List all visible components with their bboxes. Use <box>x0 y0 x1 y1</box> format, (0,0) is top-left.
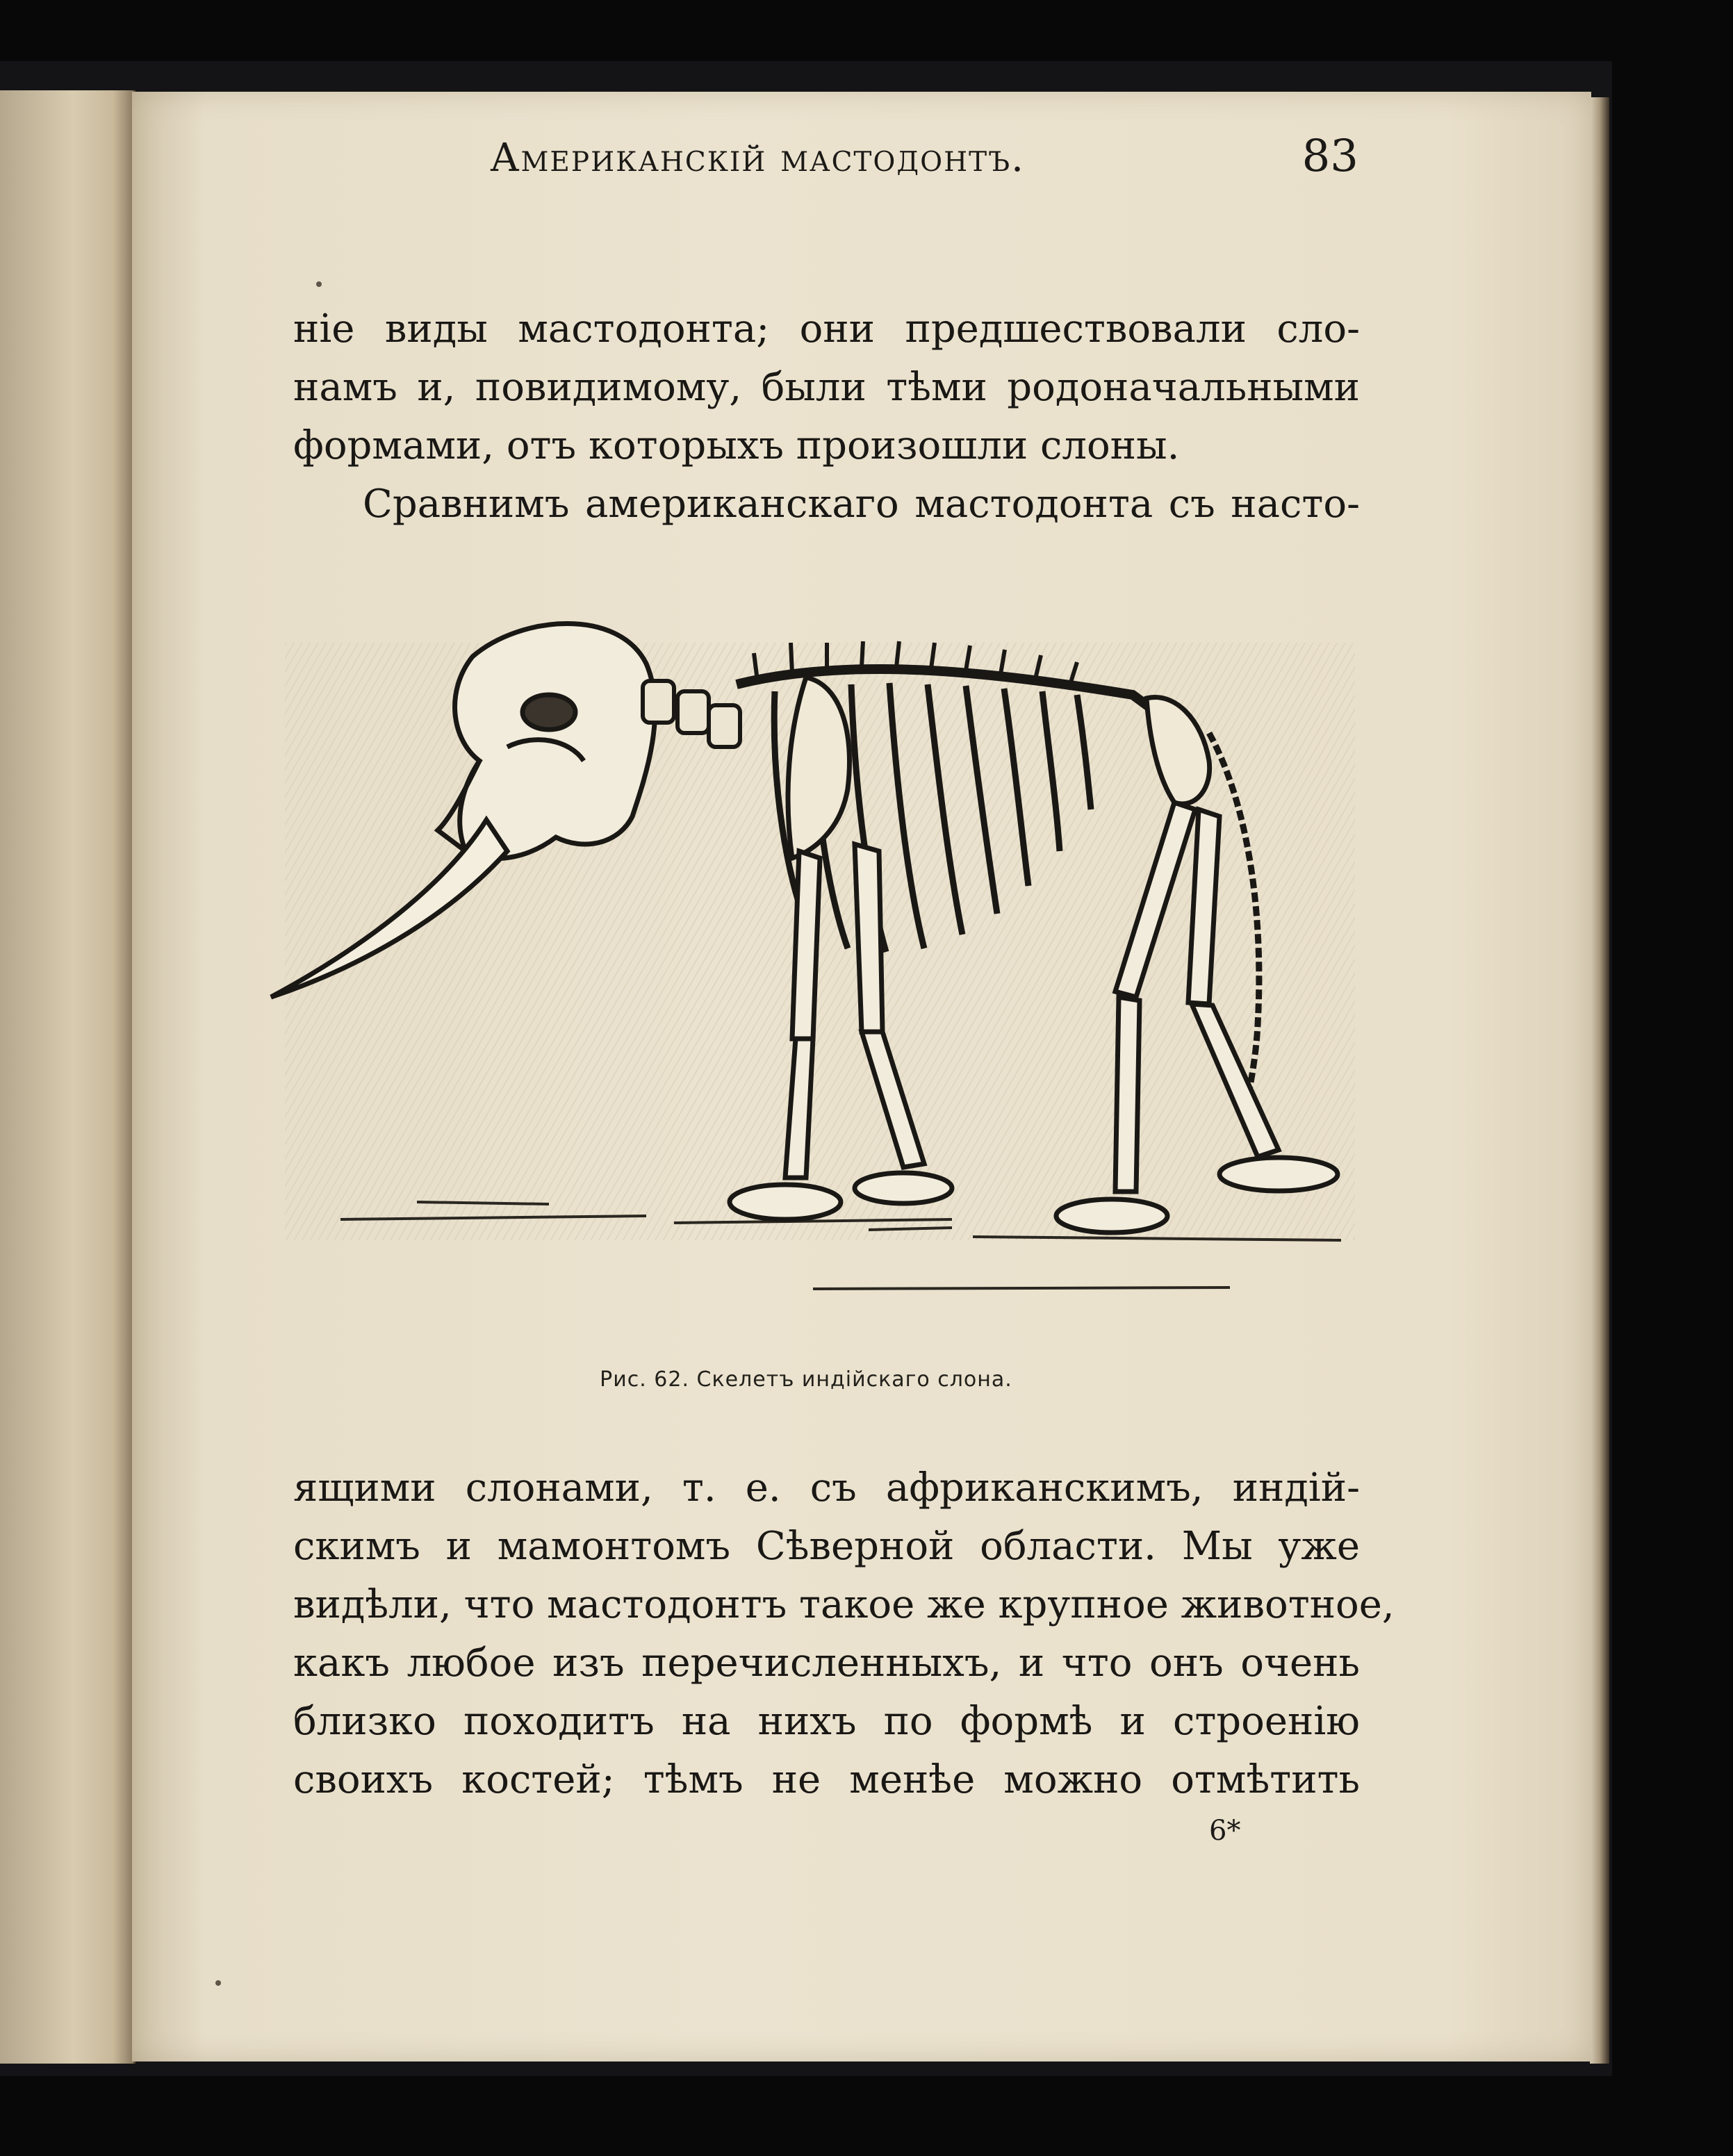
text-line: формами, отъ которыхъ произошли слоны. <box>293 423 1180 468</box>
skeleton-illustration <box>257 552 1404 1324</box>
bottom-paragraph <box>293 1459 1395 1809</box>
text-line: какъ любое изъ перечисленныхъ, и что онъ очень <box>293 1640 1360 1686</box>
page-stack-edge <box>1590 97 1609 2064</box>
text-line: скимъ и мамонтомъ Сѣверной области. Мы уже <box>293 1524 1360 1569</box>
running-head: Американскій мастодонтъ. <box>490 135 1025 181</box>
text-line: Сравнимъ американскаго мастодонта съ насто- <box>363 482 1360 527</box>
text-line: близко походитъ на нихъ по формѣ и строенію <box>293 1699 1360 1744</box>
left-page-edge <box>0 90 135 2064</box>
text-line: намъ и, повидимому, были тѣми родоначальными <box>293 365 1360 410</box>
signature-mark: 6* <box>1209 1815 1241 1847</box>
paper-speck <box>215 1980 221 1986</box>
paper-speck <box>316 281 322 287</box>
figure-caption: Рис. 62. Скелетъ индійскаго слона. <box>600 1367 1012 1392</box>
text-line: видѣли, что мастодонтъ такое же крупное животное, <box>293 1582 1395 1627</box>
text-line: ящими слонами, т. е. съ африканскимъ, индій- <box>293 1465 1360 1511</box>
page-number: 83 <box>1301 131 1358 182</box>
text-line: ніе виды мастодонта; они предшествовали сло- <box>293 306 1360 352</box>
text-line: своихъ костей; тѣмъ не менѣе можно отмѣтить <box>293 1757 1360 1802</box>
top-paragraph <box>293 300 1360 534</box>
